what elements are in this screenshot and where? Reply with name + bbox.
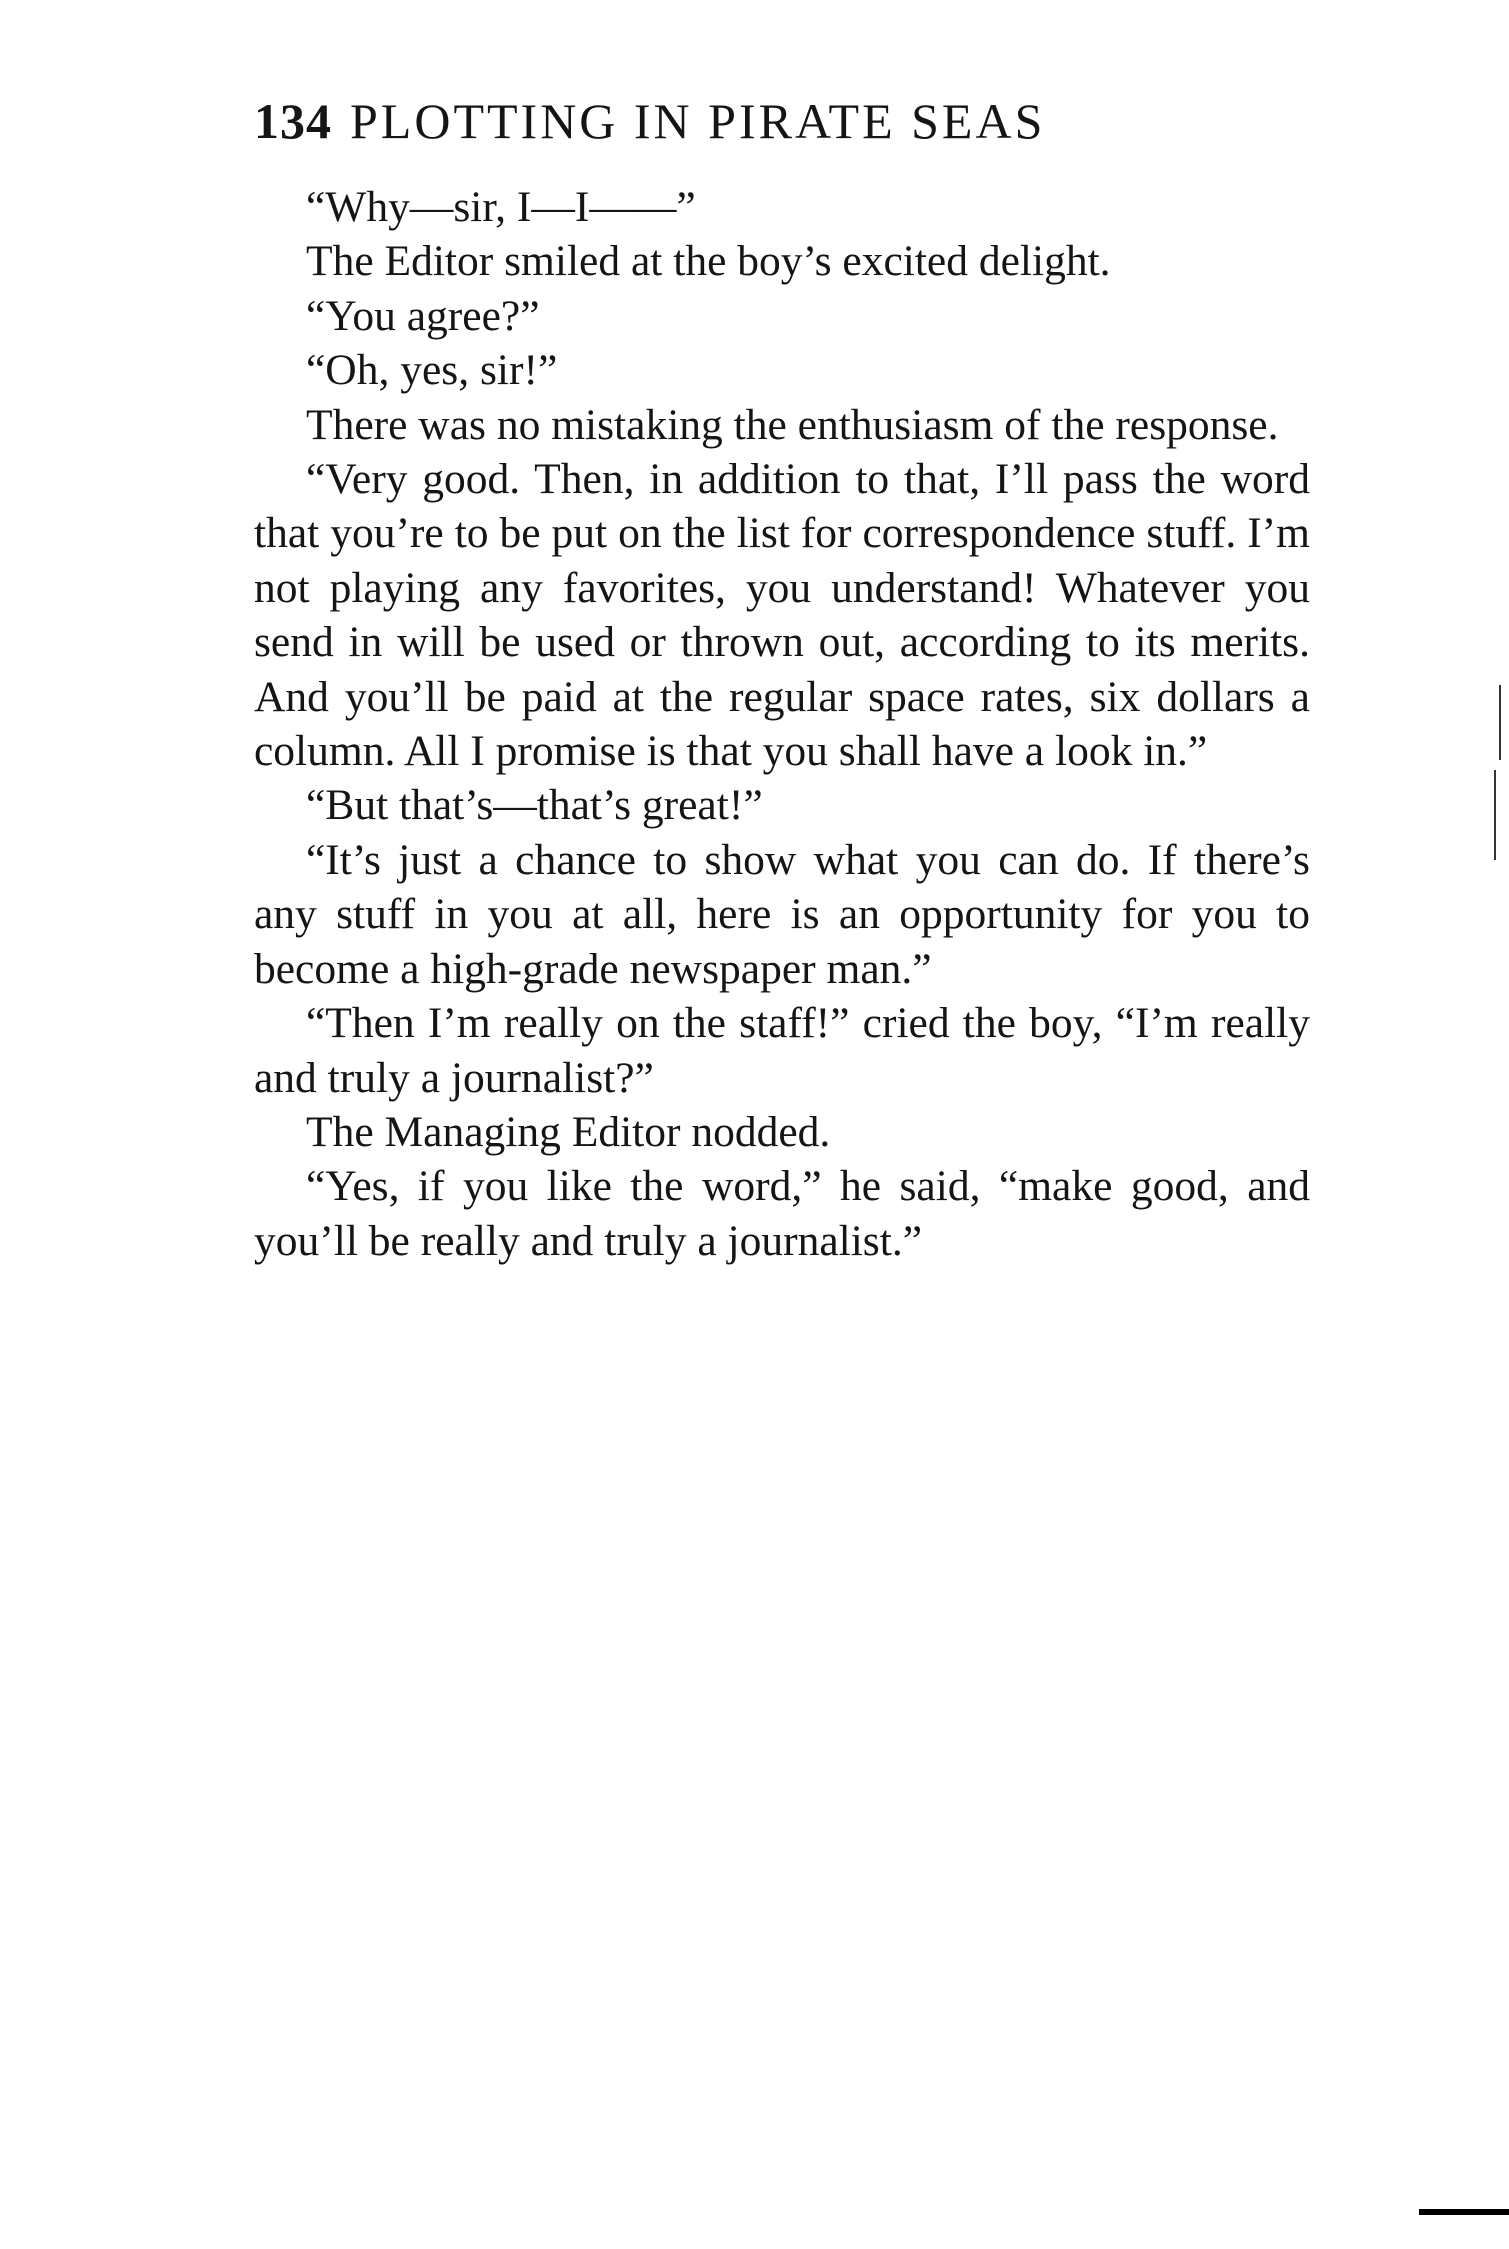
- paragraph: There was no mistaking the enthusiasm of the response.: [306, 400, 1279, 449]
- paragraph: “But that’s—that’s great!”: [306, 781, 763, 830]
- paragraph: The Editor smiled at the boy’s excited delight.: [306, 237, 1111, 286]
- paragraph: “You agree?”: [306, 291, 540, 340]
- paragraph: “Then I’m really on the staff!” cried the boy, “I’m really and truly a journalist?”: [254, 999, 1310, 1102]
- paragraph: “Yes, if you like the word,” he said, “make good, and you’ll be really and truly a journalist.”: [254, 1162, 1310, 1265]
- running-title: PLOTTING IN PIRATE SEAS: [350, 93, 1046, 149]
- paragraph: The Managing Editor nodded.: [306, 1107, 831, 1156]
- page-header: [254, 92, 1045, 150]
- paragraph: “Very good. Then, in addition to that, I’ll pass the word that you’re to be put on the list for correspondence stuff. I’m not playing any favorites, you understand! Whatever you send in will be used or thrown out, according to its merits. And you’ll be paid at the regular space rates, six dollars a column. All I promise is that you shall have a look in.”: [254, 455, 1310, 776]
- scan-corner-mark: [1419, 2209, 1509, 2215]
- scan-edge-mark: [1494, 770, 1496, 860]
- page-number: 134: [254, 93, 332, 149]
- body-text: [254, 180, 1310, 1268]
- paragraph: “It’s just a chance to show what you can do. If there’s any stuff in you at all, here is an opportunity for you to become a high-grade newspaper man.”: [254, 835, 1310, 993]
- scan-edge-mark: [1499, 685, 1501, 760]
- paragraph: “Oh, yes, sir!”: [306, 346, 558, 395]
- paragraph: “Why—sir, I—I——”: [306, 183, 696, 231]
